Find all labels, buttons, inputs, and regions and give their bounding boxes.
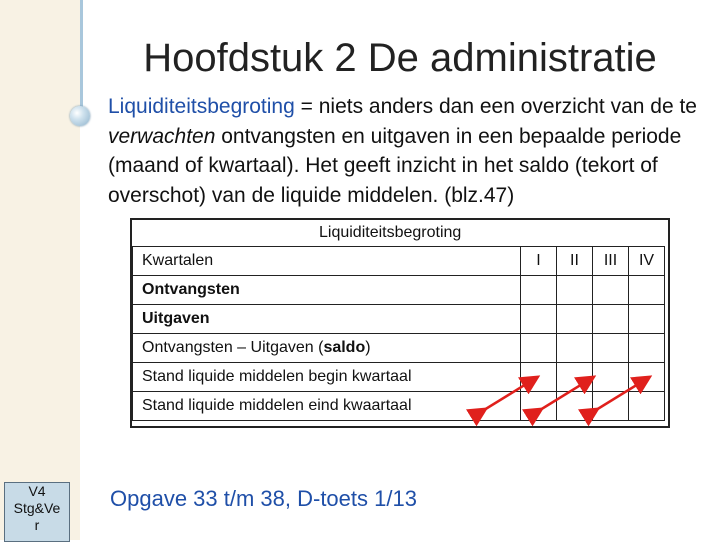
table-cell: [629, 305, 665, 334]
table-cell: [521, 305, 557, 334]
table-cell: [521, 276, 557, 305]
left-sidebar: [0, 0, 80, 540]
paragraph-emphasis: verwachten: [108, 124, 216, 148]
table-row: [133, 305, 665, 334]
term-liquiditeitsbegroting: Liquiditeitsbegroting: [108, 95, 295, 118]
saldo-word: saldo: [323, 339, 366, 356]
badge-line-3: r: [34, 517, 40, 533]
table-cell: [557, 276, 593, 305]
table-header-row: [133, 247, 665, 276]
bullet-dot-icon: [70, 106, 90, 126]
table-cell: [557, 334, 593, 363]
table-title: Liquiditeitsbegroting: [315, 224, 465, 242]
exercise-reference: Opgave 33 t/m 38, D-toets 1/13: [110, 486, 417, 511]
table-cell: [629, 334, 665, 363]
table-row: [133, 363, 665, 392]
table-cell: [557, 305, 593, 334]
table-cell: [593, 305, 629, 334]
table-cell: [521, 392, 557, 421]
header-kwartalen: Kwartalen: [133, 247, 521, 276]
table-cell: [521, 363, 557, 392]
table-cell: [557, 392, 593, 421]
table-cell: [629, 392, 665, 421]
table-cell: [593, 392, 629, 421]
badge-line-1: V4: [28, 483, 46, 499]
row-label-ontvangsten: Ontvangsten: [133, 276, 521, 305]
table-cell: [593, 276, 629, 305]
saldo-suffix: ): [365, 339, 371, 356]
table-cell: [593, 334, 629, 363]
paragraph-part1: = niets anders dan een overzicht van de te: [294, 95, 697, 118]
definition-paragraph: [108, 92, 698, 210]
quarter-III-header: III: [593, 247, 629, 276]
table-cell: [629, 276, 665, 305]
row-label-eind: Stand liquide middelen eind kwaartaal: [133, 392, 521, 421]
saldo-prefix: Ontvangsten – Uitgaven (: [142, 339, 324, 356]
liquidity-budget-table: [132, 246, 665, 421]
vertical-accent-line: [80, 0, 83, 120]
quarter-II-header: II: [557, 247, 593, 276]
table-cell: [557, 363, 593, 392]
row-label-begin: Stand liquide middelen begin kwartaal: [133, 363, 521, 392]
row-label-saldo: [133, 334, 521, 363]
paragraph-part2: ontvangsten en uitgaven in een bepaalde periode (maand of kwartaal). Het geeft inzicht in het saldo (tekort of overschot) van de liquide middelen. (blz.47): [108, 124, 682, 207]
row-label-uitgaven: Uitgaven: [133, 305, 521, 334]
quarter-I-header: I: [521, 247, 557, 276]
table-row: [133, 334, 665, 363]
course-badge: [4, 482, 70, 542]
table-cell: [593, 363, 629, 392]
table-row: [133, 392, 665, 421]
slide-title: Hoofdstuk 2 De administratie: [143, 36, 657, 80]
table-cell: [629, 363, 665, 392]
table-cell: [521, 334, 557, 363]
badge-line-2: Stg&Ve: [13, 500, 61, 516]
quarter-IV-header: IV: [629, 247, 665, 276]
table-row: [133, 276, 665, 305]
